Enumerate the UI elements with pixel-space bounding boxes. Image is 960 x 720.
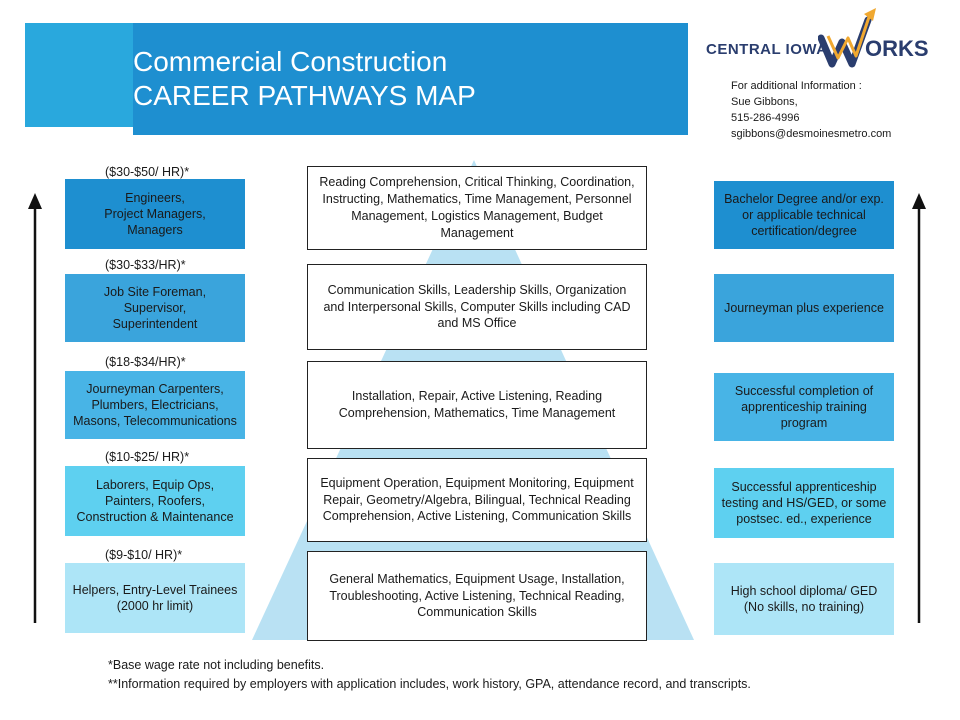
requirement-box-level-2 xyxy=(714,274,894,342)
contact-phone: 515-286-4996 xyxy=(731,111,800,124)
skills-text-level-3: Installation, Repair, Active Listening, Reading Comprehension, Mathematics, Time Management xyxy=(338,389,616,420)
logo-text-right: ORKS xyxy=(865,36,929,61)
contact-line-1: For additional Information : xyxy=(731,80,862,92)
wage-level-1: ($30-$50/ HR)* xyxy=(105,165,190,179)
role-box-level-2 xyxy=(65,274,245,342)
footnote-application-info: **Information required by employers with application includes, work history, GPA, attendance record, and transcripts. xyxy=(108,677,751,691)
logo-text-left: CENTRAL IOWA xyxy=(706,41,828,58)
requirement-text-level-2: Journeyman plus experience xyxy=(724,300,884,315)
role-text-level-3: Journeyman Carpenters, Plumbers, Electricians, Masons, Telecommunications xyxy=(73,381,237,429)
role-box-level-4 xyxy=(65,466,245,536)
skills-box-level-5 xyxy=(307,551,647,641)
footnote-wage: *Base wage rate not including benefits. xyxy=(108,658,325,672)
requirement-box-level-4 xyxy=(714,468,894,538)
requirement-box-level-5 xyxy=(714,563,894,635)
left-career-arrow xyxy=(27,193,43,623)
wage-level-3: ($18-$34/HR)* xyxy=(105,355,186,369)
role-text-level-2: Job Site Foreman, Supervisor, Superintendent xyxy=(103,284,207,332)
requirement-text-level-4: Successful apprenticeship testing and HS/GED, or some postsec. ed., experience xyxy=(721,479,887,527)
requirement-text-level-5: High school diploma/ GED (No skills, no training) xyxy=(730,583,878,614)
role-box-level-5 xyxy=(65,563,245,633)
skills-text-level-2: Communication Skills, Leadership Skills, Organization and Interpersonal Skills, Computer Skills including CAD and MS Office xyxy=(323,282,631,331)
skills-box-level-3 xyxy=(307,361,647,449)
role-text-level-5: Helpers, Entry-Level Trainees (2000 hr limit) xyxy=(72,582,238,613)
role-box-level-3 xyxy=(65,371,245,439)
title-line-1: Commercial Construction xyxy=(133,46,448,77)
wage-level-5: ($9-$10/ HR)* xyxy=(105,548,183,562)
right-career-arrow xyxy=(911,193,927,623)
skills-box-level-1 xyxy=(307,166,647,250)
skills-text-level-4: Equipment Operation, Equipment Monitoring, Equipment Repair, Geometry/Algebra, Bilingual, Technical Reading Comprehension, Active Listening, Communication Skills xyxy=(320,475,634,524)
wage-level-2: ($30-$33/HR)* xyxy=(105,258,186,272)
skills-text-level-5: General Mathematics, Equipment Usage, Installation, Troubleshooting, Active Listening, Technical Reading, Communication Skills xyxy=(329,571,625,620)
skills-box-level-2 xyxy=(307,264,647,350)
skills-text-level-1: Reading Comprehension, Critical Thinking, Coordination, Instructing, Mathematics, Time Management, Personnel Management, Logistics Management, Budget Management xyxy=(319,175,635,240)
contact-email[interactable]: sgibbons@desmoinesmetro.com xyxy=(731,127,892,140)
requirement-box-level-3 xyxy=(714,373,894,441)
wage-level-4: ($10-$25/ HR)* xyxy=(105,450,190,464)
requirement-box-level-1 xyxy=(714,181,894,249)
title-line-2: CAREER PATHWAYS MAP xyxy=(133,80,476,112)
requirement-text-level-1: Bachelor Degree and/or exp. or applicable technical certification/degree xyxy=(724,191,884,239)
skills-box-level-4 xyxy=(307,458,647,542)
requirement-text-level-3: Successful completion of apprenticeship training program xyxy=(734,383,874,431)
role-text-level-1: Engineers, Project Managers, Managers xyxy=(104,190,206,238)
role-text-level-4: Laborers, Equip Ops, Painters, Roofers, Construction & Maintenance xyxy=(76,477,234,525)
role-box-level-1 xyxy=(65,179,245,249)
contact-name: Sue Gibbons, xyxy=(731,95,798,108)
